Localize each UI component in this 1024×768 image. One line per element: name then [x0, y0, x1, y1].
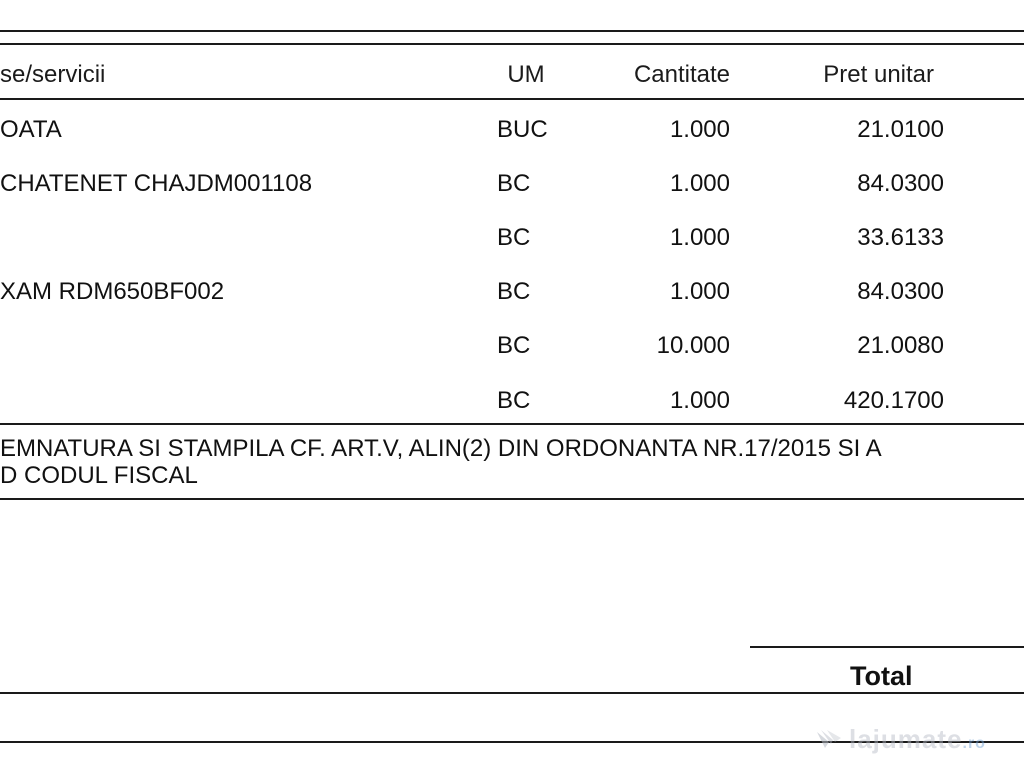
- top-rule: [0, 30, 1024, 32]
- row-unit-price: 21.0100: [857, 116, 944, 143]
- row-description: CHATENET CHAJDM001108: [0, 170, 313, 197]
- row-unit-price: 33.6133: [857, 224, 944, 251]
- header-bottom-rule: [0, 98, 1024, 100]
- header-unit-price: Pret unitar: [823, 61, 934, 88]
- row-um: BC: [497, 387, 531, 414]
- row-unit-price: 84.0300: [857, 170, 944, 197]
- row-um: BC: [497, 170, 531, 197]
- watermark-tld: .ro: [962, 735, 986, 752]
- watermark: [815, 724, 986, 755]
- row-quantity: 1.000: [669, 387, 730, 414]
- row-description: OATA: [0, 116, 62, 143]
- header-um: UM: [507, 61, 545, 88]
- row-quantity: 1.000: [669, 170, 730, 197]
- wings-logo-icon: [815, 728, 845, 752]
- table-bottom-rule: [0, 423, 1024, 425]
- row-quantity: 1.000: [669, 278, 730, 305]
- row-um: BC: [497, 278, 531, 305]
- row-quantity: 1.000: [669, 224, 730, 251]
- header-quantity: Cantitate: [633, 61, 730, 88]
- header-description: se/servicii: [0, 61, 106, 88]
- note-bottom-rule: [0, 498, 1024, 500]
- row-unit-price: 21.0080: [857, 332, 944, 359]
- row-um: BC: [497, 224, 531, 251]
- legal-note-line-1: EMNATURA SI STAMPILA CF. ART.V, ALIN(2) DIN ORDONANTA NR.17/2015 SI A: [0, 435, 882, 462]
- total-label: Total: [850, 661, 913, 691]
- row-unit-price: 84.0300: [857, 278, 944, 305]
- total-bottom-rule: [0, 692, 1024, 694]
- row-quantity: 1.000: [669, 116, 730, 143]
- legal-note-line-2: D CODUL FISCAL: [0, 462, 198, 489]
- row-um: BC: [497, 332, 531, 359]
- header-top-rule: [0, 43, 1024, 45]
- row-um: BUC: [497, 116, 548, 143]
- row-description: XAM RDM650BF002: [0, 278, 225, 305]
- watermark-text: lajumate: [849, 724, 963, 754]
- row-unit-price: 420.1700: [843, 387, 944, 414]
- row-quantity: 10.000: [656, 332, 730, 359]
- total-top-rule: [750, 646, 1024, 648]
